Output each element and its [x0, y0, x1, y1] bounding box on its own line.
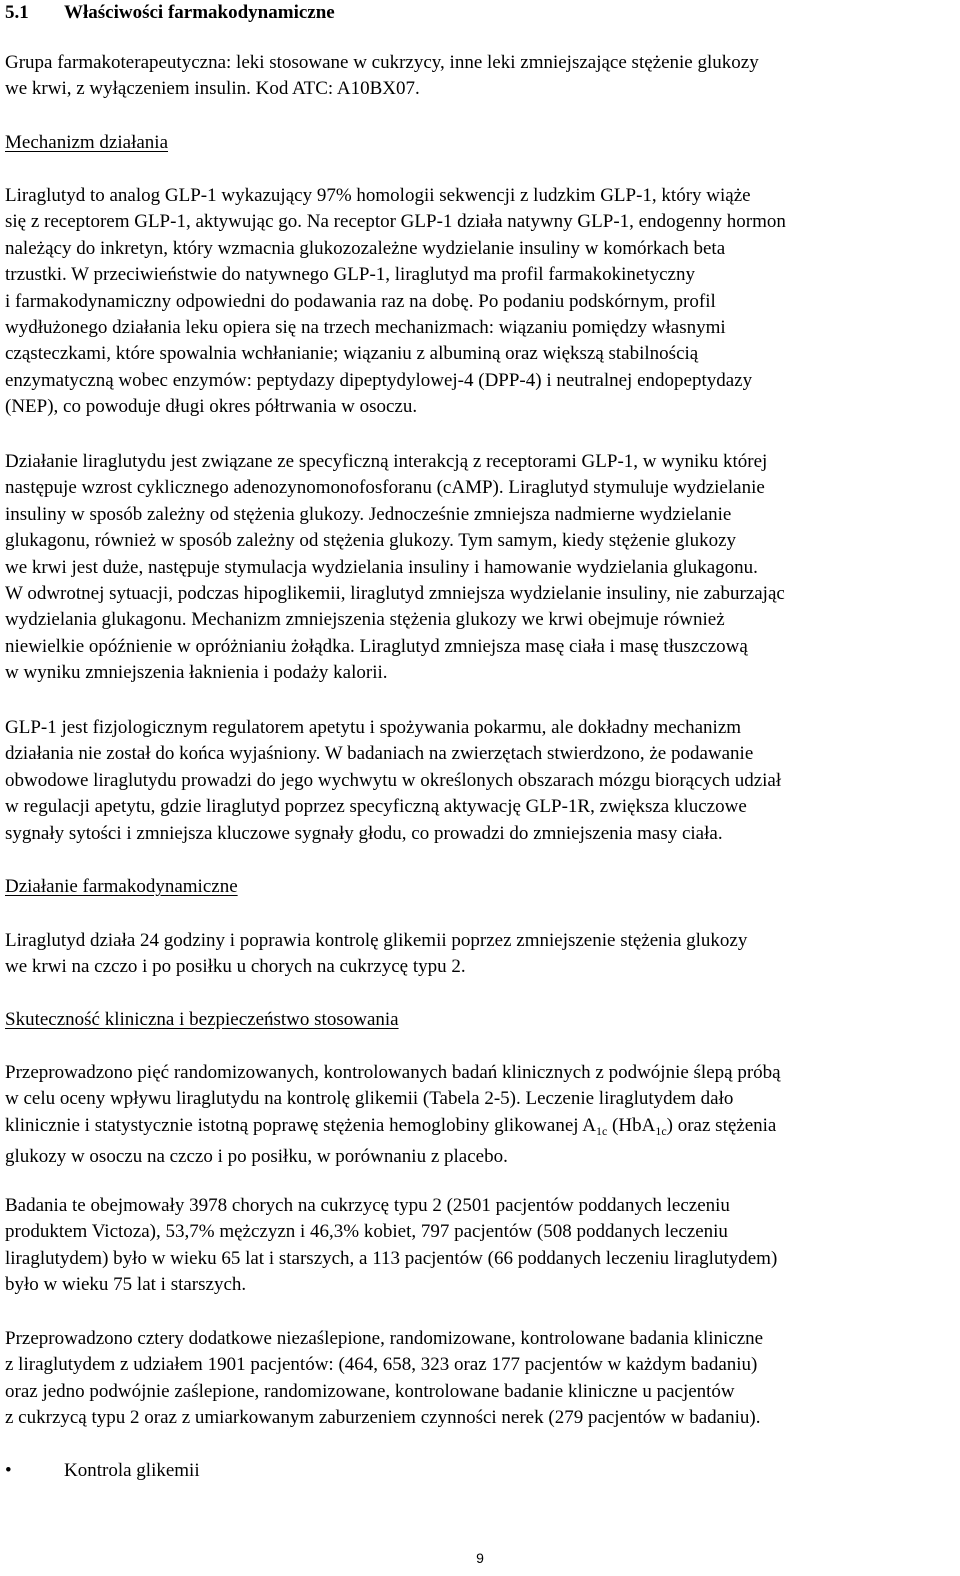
- text-line: w regulacji apetytu, gdzie liraglutyd poprzez specyficzną aktywację GLP-1R, zwiększa kluczowe: [5, 796, 747, 818]
- text-line: działania nie został do końca wyjaśniony. W badaniach na zwierzętach stwierdzono, że podawanie: [5, 743, 754, 765]
- text-line: Działanie liraglutydu jest związane ze specyficzną interakcją z receptorami GLP-1, w wyniku której: [5, 451, 768, 472]
- subscript: 1c: [655, 1123, 667, 1138]
- mechanism-paragraph-2: [5, 449, 955, 687]
- text-line: z cukrzycą typu 2 oraz z umiarkowanym zaburzeniem czynności nerek (279 pacjentów w badaniu).: [5, 1407, 761, 1429]
- text-line: produktem Victoza), 53,7% mężczyzn i 46,3% kobiet, 797 pacjentów (508 poddanych leczeniu: [5, 1221, 728, 1243]
- subscript: 1c: [595, 1123, 608, 1138]
- section-number: 5.1: [5, 2, 29, 23]
- bullet-icon: •: [5, 1460, 12, 1481]
- text-line: insuliny w sposób zależny od stężenia glukozy. Jednocześnie zmniejsza nadmierne wydzielanie: [5, 503, 732, 525]
- mechanism-paragraph-1: [5, 183, 955, 421]
- text-line: liraglutydem) było w wieku 65 lat i starszych, a 113 pacjentów (66 poddanych leczeniu liraglutydem): [5, 1247, 778, 1269]
- text-line: niewielkie opóźnienie w opróżnianiu żołądka. Liraglutyd zmniejsza masę ciała i masę tłuszczową: [5, 635, 748, 657]
- text-line: Grupa farmakoterapeutyczna: leki stosowane w cukrzycy, inne leki zmniejszające stężenie glukozy: [5, 52, 759, 73]
- text-line: W odwrotnej sytuacji, podczas hipoglikemii, liraglutyd zmniejsza wydzielanie insuliny, nie zaburzając: [5, 583, 785, 605]
- text-line: obwodowe liraglutydu prowadzi do jego wychwytu w określonych obszarach mózgu biorących udział: [5, 769, 782, 791]
- bullet-text: Kontrola glikemii: [64, 1460, 200, 1481]
- text-line: we krwi, z wyłączeniem insulin. Kod ATC: A10BX07.: [5, 78, 420, 100]
- text-line: było w wieku 75 lat i starszych.: [5, 1274, 247, 1296]
- text-line: w celu oceny wpływu liraglutydu na kontrolę glikemii (Tabela 2-5). Leczenie liraglutydem dało: [5, 1088, 734, 1110]
- text-line: Przeprowadzono pięć randomizowanych, kontrolowanych badań klinicznych z podwójnie ślepą próbą: [5, 1062, 781, 1083]
- text-line: cząsteczkami, które spowalnia wchłanianie; wiązaniu z albuminą oraz większą stabilnością: [5, 343, 699, 365]
- mechanism-heading: Mechanizm działania: [5, 132, 169, 153]
- text-line: trzustki. W przeciwieństwie do natywnego GLP-1, liraglutyd ma profil farmakokinetyczny: [5, 264, 695, 286]
- section-title: Właściwości farmakodynamiczne: [64, 2, 335, 23]
- text-line: sygnały sytości i zmniejsza kluczowe sygnały głodu, co prowadzi do zmniejszenia masy ciała.: [5, 822, 723, 844]
- text-line: glukozy w osoczu na czczo i po posiłku, w porównaniu z placebo.: [5, 1146, 508, 1168]
- efficacy-heading: Skuteczność kliniczna i bezpieczeństwo stosowania: [5, 1009, 399, 1030]
- text-line: i farmakodynamiczny odpowiedni do podawania raz na dobę. Po podaniu podskórnym, profil: [5, 290, 716, 312]
- intro-paragraph: [5, 50, 955, 103]
- text-line: Liraglutyd to analog GLP-1 wykazujący 97% homologii sekwencji z ludzkim GLP-1, który wiąże: [5, 185, 751, 206]
- text-line: enzymatyczną wobec enzymów: peptydazy dipeptydylowej-4 (DPP-4) i neutralnej endopeptydazy: [5, 369, 753, 391]
- text-line: z liraglutydem z udziałem 1901 pacjentów: (464, 658, 323 oraz 177 pacjentów w każdym badaniu): [5, 1354, 758, 1376]
- text-line: Przeprowadzono cztery dodatkowe niezaślepione, randomizowane, kontrolowane badania kliniczne: [5, 1328, 764, 1349]
- text-line: należący do inkretyn, który wzmacnia glukozozależne wydzielanie insuliny w komórkach beta: [5, 237, 726, 259]
- mechanism-paragraph-3: [5, 715, 955, 847]
- text-line: GLP-1 jest fizjologicznym regulatorem apetytu i spożywania pokarmu, ale dokładny mechanizm: [5, 717, 742, 738]
- text-segment: klinicznie i statystycznie istotną poprawę stężenia hemoglobiny glikowanej A: [5, 1114, 596, 1136]
- text-segment: ) oraz stężenia: [666, 1114, 777, 1136]
- efficacy-paragraph-1: [5, 1060, 955, 1171]
- text-line: glukagonu, również w sposób zależny od stężenia glukozy. Tym samym, kiedy stężenie glukozy: [5, 530, 737, 552]
- text-line: (NEP), co powoduje długi okres półtrwania w osoczu.: [5, 396, 418, 418]
- text-line: Badania te obejmowały 3978 chorych na cukrzycę typu 2 (2501 pacjentów poddanych leczeniu: [5, 1195, 730, 1216]
- text-line: oraz jedno podwójnie zaślepione, randomizowane, kontrolowane badanie kliniczne u pacjentów: [5, 1380, 735, 1402]
- text-line: [5, 1113, 955, 1144]
- text-line: wydzielania glukagonu. Mechanizm zmniejszenia stężenia glukozy we krwi obejmuje również: [5, 609, 725, 631]
- text-line: się z receptorem GLP-1, aktywując go. Na receptor GLP-1 działa natywny GLP-1, endogenny hormon: [5, 211, 786, 233]
- bullet-item: [5, 1458, 200, 1484]
- page-number: 9: [476, 1550, 484, 1566]
- efficacy-paragraph-3: [5, 1326, 955, 1432]
- text-line: wydłużonego działania leku opiera się na trzech mechanizmach: wiązaniu pomiędzy własnymi: [5, 317, 726, 339]
- text-line: Liraglutyd działa 24 godziny i poprawia kontrolę glikemii poprzez zmniejszenie stężenia glukozy: [5, 930, 748, 951]
- pharmacodynamic-paragraph: [5, 928, 955, 981]
- text-line: we krwi jest duże, następuje stymulacja wydzielania insuliny i hamowanie wydzielania glukagonu.: [5, 556, 758, 578]
- section-heading: [5, 2, 335, 24]
- text-line: następuje wzrost cyklicznego adenozynomonofosforanu (cAMP). Liraglutyd stymuluje wydzielanie: [5, 477, 765, 499]
- text-line: w wyniku zmniejszenia łaknienia i podaży kalorii.: [5, 662, 388, 684]
- text-segment: (HbA: [607, 1114, 656, 1136]
- text-line: we krwi na czczo i po posiłku u chorych na cukrzycę typu 2.: [5, 956, 466, 978]
- pharmacodynamic-heading: Działanie farmakodynamiczne: [5, 876, 238, 897]
- efficacy-paragraph-2: [5, 1193, 955, 1299]
